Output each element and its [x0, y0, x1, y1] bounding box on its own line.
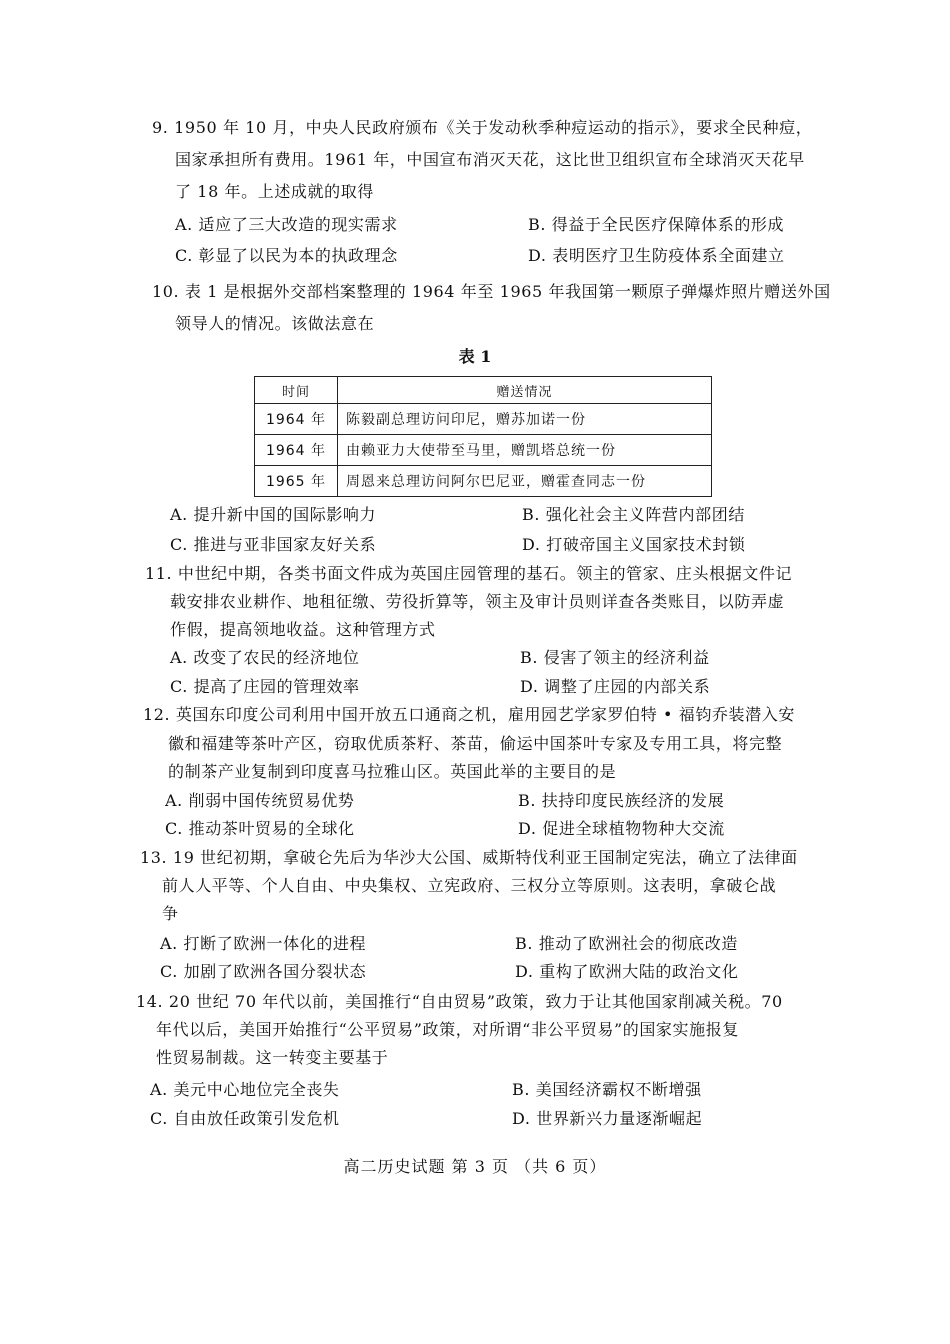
question-text-line: 前人人平等、个人自由、中央集权、立宪政府、三权分立等原则。这表明，拿破仑战: [162, 876, 777, 895]
table-caption: 表 1: [458, 347, 492, 366]
option-c: C. 推进与亚非国家友好关系: [170, 535, 377, 554]
table-header-cell: 赠送情况: [338, 377, 712, 404]
question-text-line: 作假，提高领地收益。这种管理方式: [170, 620, 436, 639]
data-table: [254, 376, 712, 497]
question-text-line: 了 18 年。上述成就的取得: [175, 182, 374, 201]
table-row: [255, 404, 712, 435]
table-cell-time: 1965 年: [255, 466, 338, 497]
option-a: A. 打断了欧洲一体化的进程: [160, 934, 367, 953]
table-cell-detail: 由赖亚力大使带至马里，赠凯塔总统一份: [338, 435, 712, 466]
option-b: B. 侵害了领主的经济利益: [520, 648, 710, 667]
table-row: [255, 466, 712, 497]
option-d: D. 调整了庄园的内部关系: [520, 677, 711, 696]
question-text-line: 国家承担所有费用。1961 年，中国宣布消灭天花，这比世卫组织宣布全球消灭天花早: [175, 150, 805, 169]
option-a: A. 适应了三大改造的现实需求: [175, 215, 398, 234]
option-c: C. 推动茶叶贸易的全球化: [165, 819, 355, 838]
table-cell-time: 1964 年: [255, 404, 338, 435]
question-text-line: 10. 表 1 是根据外交部档案整理的 1964 年至 1965 年我国第一颗原子弹爆炸照片赠送外国: [152, 282, 831, 301]
option-a: A. 削弱中国传统贸易优势: [165, 791, 355, 810]
question-text-line: 徽和福建等茶叶产区，窃取优质茶籽、茶苗，偷运中国茶叶专家及专用工具，将完整: [168, 734, 783, 753]
question-text-line: 争: [162, 904, 179, 923]
question-text-line: 11. 中世纪中期，各类书面文件成为英国庄园管理的基石。领主的管家、庄头根据文件记: [145, 564, 793, 583]
question-text-line: 的制茶产业复制到印度喜马拉雅山区。英国此举的主要目的是: [168, 762, 617, 781]
question-text-line: 载安排农业耕作、地租征缴、劳役折算等，领主及审计员则详查各类账目，以防弄虚: [170, 592, 785, 611]
option-b: B. 扶持印度民族经济的发展: [518, 791, 725, 810]
option-b: B. 得益于全民医疗保障体系的形成: [528, 215, 785, 234]
option-a: A. 美元中心地位完全丧失: [150, 1080, 340, 1099]
option-b: B. 强化社会主义阵营内部团结: [522, 505, 745, 524]
option-d: D. 促进全球植物物种大交流: [518, 819, 725, 838]
option-a: A. 提升新中国的国际影响力: [170, 505, 377, 524]
table-cell-detail: 周恩来总理访问阿尔巴尼亚，赠霍查同志一份: [338, 466, 712, 497]
question-text-line: 13. 19 世纪初期，拿破仑先后为华沙大公国、威斯特伐利亚王国制定宪法，确立了法律面: [140, 848, 798, 867]
option-a: A. 改变了农民的经济地位: [170, 648, 360, 667]
question-text-line: 9. 1950 年 10 月，中央人民政府颁布《关于发动秋季种痘运动的指示》，要求全民种痘，: [152, 118, 813, 137]
option-b: B. 推动了欧洲社会的彻底改造: [515, 934, 738, 953]
option-c: C. 提高了庄园的管理效率: [170, 677, 360, 696]
option-c: C. 自由放任政策引发危机: [150, 1109, 340, 1128]
question-text-line: 性贸易制裁。这一转变主要基于: [156, 1048, 389, 1067]
option-b: B. 美国经济霸权不断增强: [512, 1080, 702, 1099]
table-header-cell: 时间: [255, 377, 338, 404]
option-d: D. 表明医疗卫生防疫体系全面建立: [528, 246, 785, 265]
question-text-line: 领导人的情况。该做法意在: [175, 314, 375, 333]
question-text-line: 14. 20 世纪 70 年代以前，美国推行“自由贸易”政策，致力于让其他国家削减关税。70: [136, 992, 783, 1011]
table-header-row: [255, 377, 712, 404]
table-row: [255, 435, 712, 466]
table-cell-detail: 陈毅副总理访问印尼，赠苏加诺一份: [338, 404, 712, 435]
question-text-line: 12. 英国东印度公司利用中国开放五口通商之机，雇用园艺学家罗伯特 • 福钧乔装潜入安: [143, 705, 795, 724]
page-footer: 高二历史试题 第 3 页 （共 6 页）: [343, 1157, 607, 1176]
option-c: C. 彰显了以民为本的执政理念: [175, 246, 398, 265]
option-c: C. 加剧了欧洲各国分裂状态: [160, 962, 367, 981]
option-d: D. 打破帝国主义国家技术封锁: [522, 535, 746, 554]
option-d: D. 世界新兴力量逐渐崛起: [512, 1109, 703, 1128]
question-text-line: 年代以后，美国开始推行“公平贸易”政策，对所谓“非公平贸易”的国家实施报复: [156, 1020, 739, 1039]
table-cell-time: 1964 年: [255, 435, 338, 466]
option-d: D. 重构了欧洲大陆的政治文化: [515, 962, 739, 981]
